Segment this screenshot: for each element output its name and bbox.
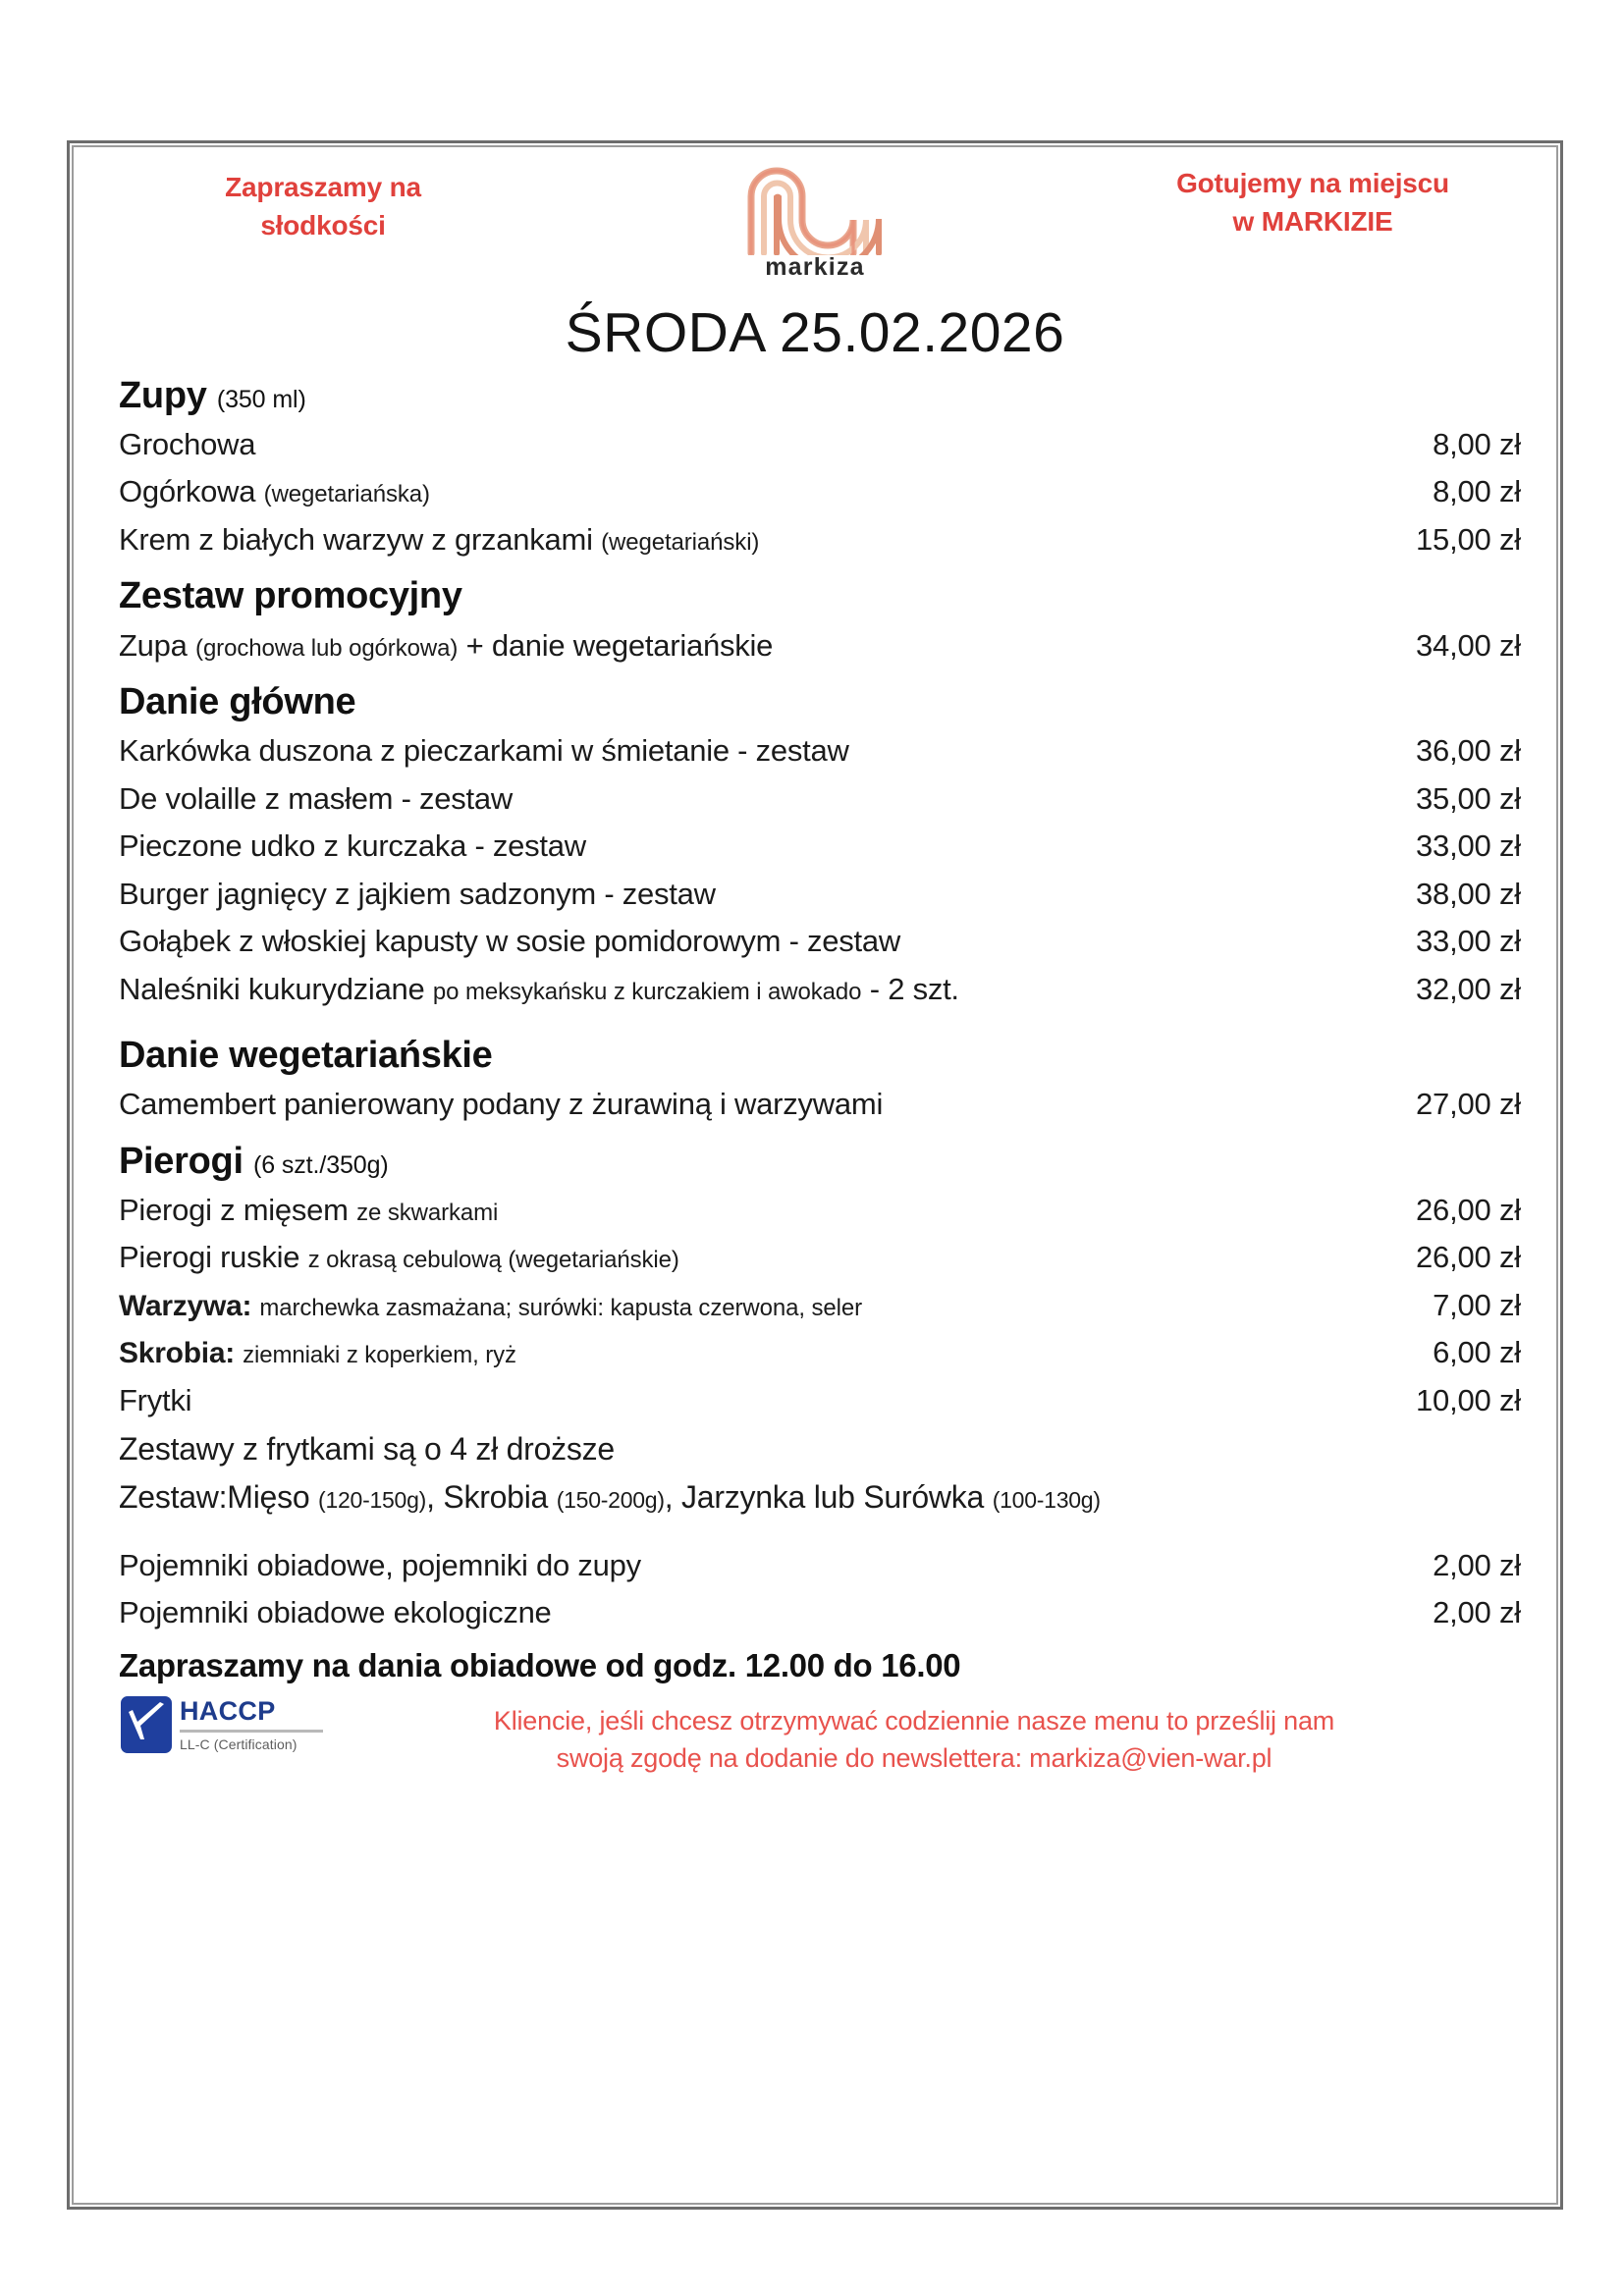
item-name: Camembert panierowany podany z żurawiną i warzywami: [119, 1087, 884, 1122]
item-name: Frytki: [119, 1382, 192, 1417]
menu-date-title: ŚRODA 25.02.2026: [565, 301, 1065, 364]
section-title-pierogi: Pierogi: [119, 1140, 244, 1182]
item-price: 38,00 zł: [1416, 876, 1521, 911]
item-price: 27,00 zł: [1416, 1087, 1521, 1122]
menu-row: [119, 1542, 1521, 1590]
item-name: [119, 1284, 884, 1328]
item-price: 15,00 zł: [1416, 521, 1521, 557]
menu-row: [119, 966, 1521, 1014]
item-label: Krem z białych warzyw z grzankami: [119, 521, 593, 557]
promo-sweets-line1: Zapraszamy na: [225, 172, 421, 202]
item-name: [119, 517, 781, 563]
section-heading-danie-glowne: Danie główne: [119, 681, 356, 723]
item-price: 33,00 zł: [1416, 924, 1521, 959]
item-price: 8,00 zł: [1433, 426, 1521, 461]
item-price: 34,00 zł: [1416, 627, 1521, 663]
item-name: [119, 623, 794, 669]
newsletter-line-1: Kliencie, jeśli chcesz otrzymywać codziennie nasze menu to prześlij nam: [493, 1705, 1335, 1735]
item-sublabel: (wegetariański): [601, 528, 760, 556]
newsletter-invite: [337, 1692, 1521, 1778]
item-name: Karkówka duszona z pieczarkami w śmietanie - zestaw: [119, 733, 849, 769]
haccp-checkmark-icon: [121, 1696, 172, 1753]
item-label: Warzywa:: [119, 1289, 252, 1322]
promo-cooked-line1: Gotujemy na miejscu: [1176, 168, 1449, 198]
newsletter-line-2: swoją zgodę na dodanie do newslettera: markiza@vien-war.pl: [556, 1743, 1272, 1774]
section-heading-pierogi: [119, 1139, 1521, 1185]
item-price: 10,00 zł: [1416, 1382, 1521, 1417]
section-heading-zestaw-promocyjny: Zestaw promocyjny: [119, 575, 462, 617]
promo-cooked-line2: w MARKIZIE: [1232, 205, 1393, 237]
item-name: De volaille z masłem - zestaw: [119, 780, 514, 816]
item-label: Grochowa: [119, 426, 256, 461]
haccp-text-block: [180, 1696, 323, 1752]
menu-row: [119, 1187, 1521, 1235]
item-name: [119, 1331, 538, 1375]
note-part-meat: Zestaw:Mięso: [119, 1479, 310, 1516]
note-weight-starch: (150-200g): [556, 1487, 665, 1514]
item-price: 35,00 zł: [1416, 780, 1521, 816]
item-sublabel: po meksykańsku z kurczakiem i awokado: [432, 978, 862, 1005]
menu-body: [103, 373, 1527, 1778]
markiza-arches-logo: [717, 161, 913, 255]
section-title-zupy: Zupy: [119, 374, 207, 416]
item-price: 8,00 zł: [1433, 474, 1521, 509]
opening-hours-line: Zapraszamy na dania obiadowe od godz. 12.00 do 16.00: [119, 1646, 961, 1683]
menu-row: [119, 823, 1521, 871]
item-price: 6,00 zł: [1433, 1335, 1521, 1370]
promo-sweets-line2: słodkości: [260, 209, 386, 240]
note-part-veg: , Jarzynka lub Surówka: [664, 1479, 985, 1516]
item-name: Gołąbek z włoskiej kapusty w sosie pomidorowym - zestaw: [119, 924, 900, 959]
item-price: 33,00 zł: [1416, 828, 1521, 864]
menu-row: [119, 1589, 1521, 1637]
item-sublabel: z okrasą cebulową (wegetariańskie): [307, 1247, 679, 1274]
section-qty-pierogi: (6 szt./350g): [252, 1150, 389, 1179]
item-sublabel: (grochowa lub ogórkowa): [195, 634, 459, 662]
item-price: 2,00 zł: [1433, 1595, 1521, 1630]
menu-row-warzywa: [119, 1282, 1521, 1330]
haccp-certification-badge: [121, 1692, 337, 1753]
menu-row: [119, 871, 1521, 919]
menu-row: [119, 1081, 1521, 1129]
item-sublabel: ze skwarkami: [356, 1199, 499, 1226]
item-name: Pojemniki obiadowe, pojemniki do zupy: [119, 1547, 641, 1582]
item-sublabel: ziemniaki z koperkiem, ryż: [243, 1342, 516, 1369]
promo-cooked-onsite-text: [1107, 165, 1519, 240]
note-weight-veg: (100-130g): [992, 1487, 1101, 1514]
menu-sheet: [67, 140, 1563, 2210]
menu-row: [119, 775, 1521, 824]
promo-sweets-text: [176, 169, 470, 244]
note-frytki-surcharge: Zestawy z frytkami są o 4 zł droższe: [119, 1431, 615, 1468]
menu-row: [119, 918, 1521, 966]
item-price: 32,00 zł: [1416, 971, 1521, 1006]
section-heading-zupy: [119, 373, 1521, 419]
note-zestaw-portions: [119, 1472, 1521, 1521]
item-label: Ogórkowa: [119, 474, 256, 509]
item-label-post: + danie wegetariańskie: [465, 627, 774, 663]
item-price: 26,00 zł: [1416, 1192, 1521, 1227]
item-label: Pierogi ruskie: [119, 1240, 300, 1275]
menu-row: [119, 421, 1521, 469]
item-price: 26,00 zł: [1416, 1240, 1521, 1275]
item-label: Zupa: [119, 627, 188, 663]
brand-name: markiza: [765, 253, 865, 281]
haccp-sublabel: LL-C (Certification): [180, 1735, 298, 1752]
note-part-starch: , Skrobia: [426, 1479, 549, 1516]
menu-row: [119, 468, 1521, 516]
item-name: [119, 469, 452, 515]
menu-row: [119, 622, 1521, 670]
item-label: Pierogi z mięsem: [119, 1192, 349, 1227]
item-name: [119, 1188, 519, 1234]
section-heading-danie-wegetarianskie: Danie wegetariańskie: [119, 1035, 493, 1077]
item-price: 2,00 zł: [1433, 1547, 1521, 1582]
item-price: 7,00 zł: [1433, 1287, 1521, 1322]
menu-row: [119, 727, 1521, 775]
menu-footer: [119, 1690, 1521, 1778]
menu-row-skrobia: [119, 1329, 1521, 1377]
item-label: Naleśniki kukurydziane: [119, 971, 425, 1006]
haccp-word: HACCP: [180, 1695, 276, 1726]
item-name: Pojemniki obiadowe ekologiczne: [119, 1595, 552, 1630]
item-label-post: - 2 szt.: [869, 971, 959, 1006]
menu-row: [119, 516, 1521, 564]
item-name: Pieczone udko z kurczaka - zestaw: [119, 828, 586, 864]
item-price: 36,00 zł: [1416, 733, 1521, 769]
haccp-divider: [180, 1730, 323, 1733]
item-name: [119, 422, 277, 468]
section-qty-zupy: (350 ml): [216, 385, 306, 413]
item-sublabel: (wegetariańska): [263, 481, 430, 508]
item-name: Burger jagnięcy z jajkiem sadzonym - zestaw: [119, 876, 716, 911]
menu-row: [119, 1234, 1521, 1282]
item-name: [119, 967, 981, 1013]
note-weight-meat: (120-150g): [318, 1487, 427, 1514]
brand-logo: [717, 161, 913, 282]
menu-row-frytki: [119, 1377, 1521, 1425]
item-label: Skrobia:: [119, 1337, 236, 1370]
menu-header: [103, 161, 1527, 308]
item-name: [119, 1235, 701, 1281]
item-sublabel: marchewka zasmażana; surówki: kapusta czerwona, seler: [259, 1294, 862, 1321]
